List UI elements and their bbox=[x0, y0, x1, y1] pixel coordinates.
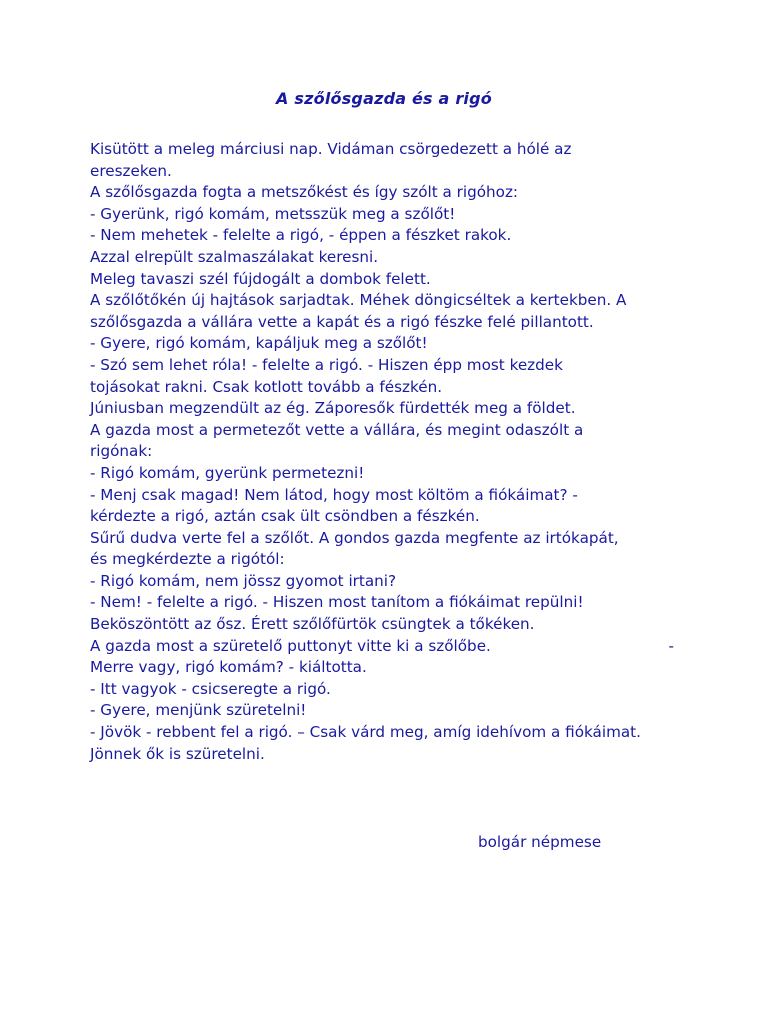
story-line-15: rigónak: bbox=[90, 442, 153, 461]
story-line-6: Azzal elrepült szalmaszálakat keresni. bbox=[90, 247, 379, 266]
story-line-1: Kisütött a meleg márciusi nap. Vidáman csörgedezett a hólé az bbox=[90, 140, 572, 158]
story-line-9: szőlősgazda a vállára vette a kapát és a rigó fészke felé pillantott. bbox=[90, 312, 594, 331]
document-title: A szőlősgazda és a rigó bbox=[276, 89, 492, 108]
story-line-22: - Nem! - felelte a rigó. - Hiszen most tanítom a fiókáimat repülni! bbox=[90, 593, 584, 612]
story-body bbox=[90, 139, 690, 765]
story-line-12: tojásokat rakni. Csak kotlott tovább a fészkén. bbox=[90, 377, 443, 396]
story-line-16: - Rigó komám, gyerünk permetezni! bbox=[90, 463, 365, 482]
story-line-5: - Nem mehetek - felelte a rigó, - éppen a fészket rakok. bbox=[90, 226, 512, 245]
story-line-28: - Jövök - rebbent fel a rigó. – Csak várd meg, amíg idehívom a fiókáimat. bbox=[90, 723, 641, 742]
story-line-27: - Gyere, menjünk szüretelni! bbox=[90, 701, 307, 720]
story-line-18: kérdezte a rigó, aztán csak ült csöndben a fészkén. bbox=[90, 507, 480, 526]
story-line-29: Jönnek ők is szüretelni. bbox=[90, 744, 265, 763]
story-line-17: - Menj csak magad! Nem látod, hogy most költöm a fiókáimat? - bbox=[90, 485, 578, 504]
story-line-2: ereszeken. bbox=[90, 161, 172, 180]
story-line-26: - Itt vagyok - csicseregte a rigó. bbox=[90, 679, 331, 698]
story-line-14: A gazda most a permetezőt vette a vállára, és megint odaszólt a bbox=[90, 420, 584, 439]
story-line-3: A szőlősgazda fogta a metszőkést és így szólt a rigóhoz: bbox=[90, 183, 519, 202]
story-line-24-text: A gazda most a szüretelő puttonyt vitte ki a szőlőbe. bbox=[90, 636, 491, 655]
story-line-13: Júniusban megzendült az ég. Záporesők fürdették meg a földet. bbox=[90, 399, 576, 418]
story-line-24-dash: - bbox=[668, 636, 674, 655]
story-line-23: Beköszöntött az ősz. Érett szőlőfürtök csüngtek a tőkéken. bbox=[90, 615, 535, 634]
story-line-24 bbox=[90, 636, 674, 658]
story-line-21: - Rigó komám, nem jössz gyomot irtani? bbox=[90, 571, 397, 590]
story-line-4: - Gyerünk, rigó komám, metsszük meg a szőlőt! bbox=[90, 204, 456, 223]
story-line-11: - Szó sem lehet róla! - felelte a rigó. - Hiszen épp most kezdek bbox=[90, 355, 563, 374]
story-line-19: Sűrű dudva verte fel a szőlőt. A gondos gazda megfente az irtókapát, bbox=[90, 528, 619, 547]
story-line-7: Meleg tavaszi szél fújdogált a dombok felett. bbox=[90, 269, 431, 288]
story-line-10: - Gyere, rigó komám, kapáljuk meg a szőlőt! bbox=[90, 334, 428, 353]
story-line-8: A szőlőtőkén új hajtások sarjadtak. Méhek döngicséltek a kertekben. A bbox=[90, 291, 627, 310]
story-line-25: Merre vagy, rigó komám? - kiáltotta. bbox=[90, 658, 367, 677]
story-line-20: és megkérdezte a rigótól: bbox=[90, 550, 285, 569]
signature: bolgár népmese bbox=[478, 833, 602, 851]
